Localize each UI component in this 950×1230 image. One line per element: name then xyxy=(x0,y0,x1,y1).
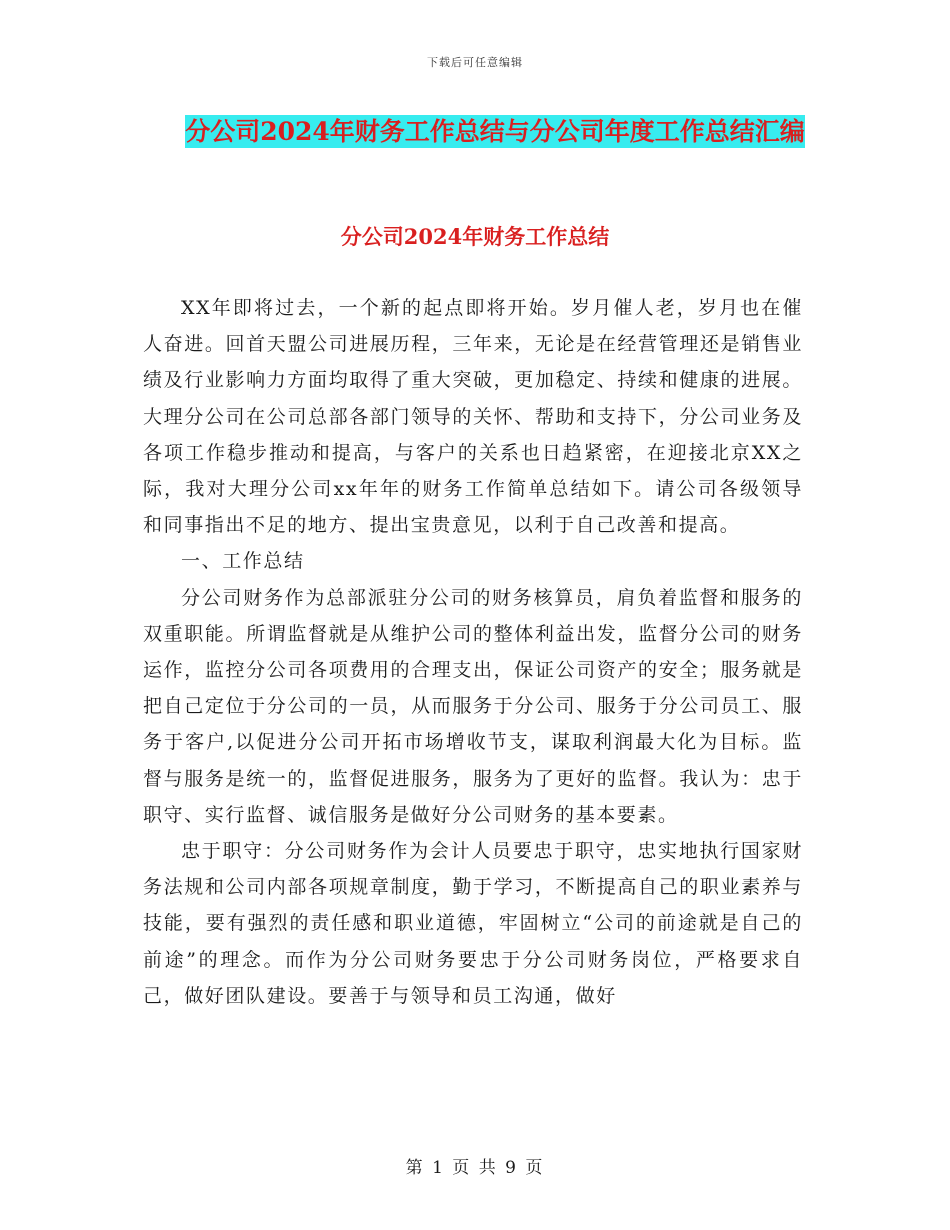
document-title-text: 分公司2024年财务工作总结与分公司年度工作总结汇编 xyxy=(185,117,805,146)
paragraph-heading-work-summary: 一、工作总结 xyxy=(181,550,305,573)
header-note: 下载后可任意编辑 xyxy=(427,56,523,69)
page-number: 第 1 页 共 9 页 xyxy=(405,1158,545,1178)
section-title: 分公司2024年财务工作总结 xyxy=(340,224,610,249)
document-body xyxy=(143,290,803,1014)
document-title xyxy=(175,112,815,152)
paragraph-supervision-service: 分公司财务作为总部派驻分公司的财务核算员，肩负着监督和服务的双重职能。所谓监督就是从维护公司的整体利益出发，监督分公司的财务运作，监控分公司各项费用的合理支出，保证公司资产的安全；服务就是把自己定位于分公司的一员，从而服务于分公司、服务于分公司员工、服务于客户,以促进分公司开拓市场增收节支，谋取利润最大化为目标。监督与服务是统一的，监督促进服务，服务为了更好的监督。我认为：忠于职守、实行监督、诚信服务是做好分公司财务的基本要素。 xyxy=(143,586,803,826)
paragraph-loyalty: 忠于职守：分公司财务作为会计人员要忠于职守，忠实地执行国家财务法规和公司内部各项规章制度，勤于学习，不断提高自己的职业素养与技能，要有强烈的责任感和职业道德，牢固树立“公司的前途就是自己的前途”的理念。而作为分公司财务要忠于分公司财务岗位，严格要求自己，做好团队建设。要善于与领导和员工沟通，做好 xyxy=(143,840,803,1007)
paragraph-intro: XX年即将过去，一个新的起点即将开始。岁月催人老，岁月也在催人奋进。回首天盟公司进展历程，三年来，无论是在经营管理还是销售业绩及行业影响力方面均取得了重大突破，更加稳定、持续和健康的进展。大理分公司在公司总部各部门领导的关怀、帮助和支持下，分公司业务及各项工作稳步推动和提高，与客户的关系也日趋紧密，在迎接北京XX之际，我对大理分公司xx年年的财务工作简单总结如下。请公司各级领导和同事指出不足的地方、提出宝贵意见，以利于自己改善和提高。 xyxy=(143,297,803,537)
